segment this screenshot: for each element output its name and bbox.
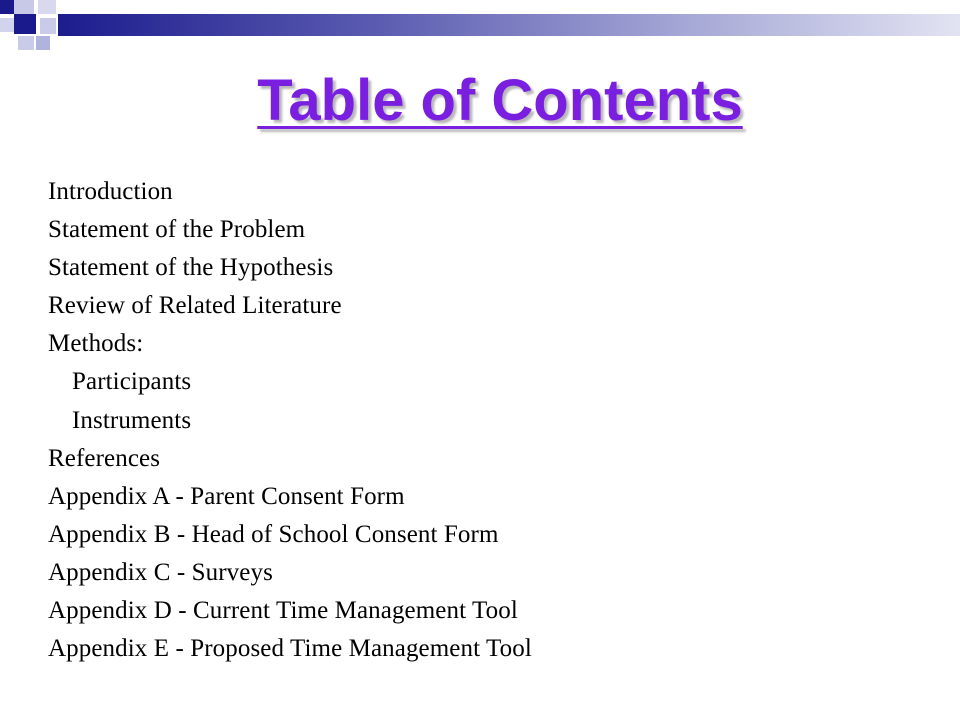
slide-title: Table of Contents: [257, 68, 743, 133]
header-decoration-block: [36, 36, 50, 50]
toc-item: Appendix E - Proposed Time Management Tool: [48, 635, 532, 663]
toc-item: Methods:: [48, 330, 144, 358]
header-gradient-bar: [58, 14, 960, 36]
header-decoration-block: [0, 18, 14, 32]
toc-item: Introduction: [48, 178, 173, 205]
header-decoration-block: [14, 14, 36, 34]
toc-item: Statement of the Hypothesis: [48, 254, 334, 282]
toc-list: [48, 173, 532, 668]
header-decoration-block: [18, 36, 34, 50]
toc-item: Appendix D - Current Time Management Tool: [48, 597, 518, 625]
toc-item: Appendix A - Parent Consent Form: [48, 482, 405, 510]
toc-subitem: Instruments: [72, 406, 192, 434]
header-decoration-block: [38, 0, 56, 14]
toc-item: Appendix C - Surveys: [48, 558, 273, 586]
toc-item: Statement of the Problem: [48, 216, 306, 244]
header-decoration-block: [40, 18, 56, 34]
toc-subitem: Participants: [72, 368, 192, 396]
toc-item: Review of Related Literature: [48, 292, 342, 320]
toc-item: Appendix B - Head of School Consent Form: [48, 520, 499, 548]
toc-item: References: [48, 444, 161, 472]
header-decoration-block: [0, 0, 14, 14]
header-decoration-block: [14, 0, 34, 14]
